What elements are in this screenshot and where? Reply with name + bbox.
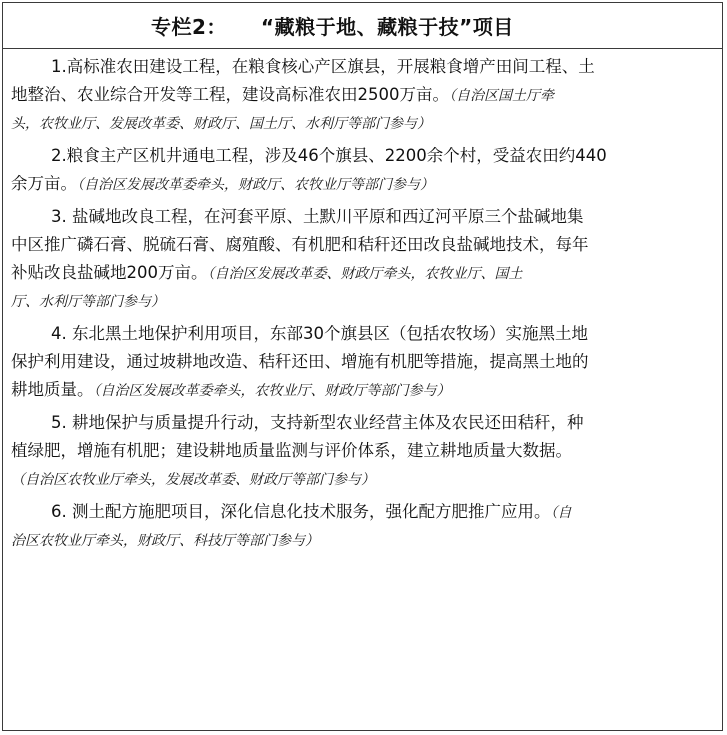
text-line — [11, 348, 714, 376]
text-line — [11, 437, 714, 465]
body-text: 保护利用建设，通过坡耕地改造、秸秆还田、增施有机肥等措施，提高黑土地的 — [11, 352, 589, 371]
text-line — [11, 170, 714, 198]
text-line — [11, 109, 714, 137]
text-line — [11, 259, 714, 287]
responsibility-note: （自治区农牧业厅牵头，发展改革委、财政厅等部门参与） — [11, 472, 375, 488]
body-text: 5. 耕地保护与质量提升行动，支持新型农业经营主体及农民还田秸秆，种 — [51, 413, 584, 432]
text-line — [11, 376, 714, 404]
body-text: 植绿肥，增施有机肥；建设耕地质量监测与评价体系，建立耕地质量大数据。 — [11, 441, 572, 460]
project-item — [11, 409, 714, 493]
text-line — [11, 287, 714, 315]
project-item — [11, 53, 714, 137]
text-line — [11, 81, 714, 109]
body-text: 6. 测土配方施肥项目，深化信息化技术服务，强化配方肥推广应用。 — [51, 502, 551, 521]
body-text: 耕地质量。 — [11, 380, 94, 399]
text-line — [11, 526, 714, 554]
body-text: 2.粮食主产区机井通电工程，涉及46个旗县、2200余个村，受益农田约440 — [51, 146, 607, 165]
body-text: 地整治、农业综合开发等工程，建设高标准农田2500万亩。 — [11, 85, 449, 104]
body-text: 补贴改良盐碱地200万亩。 — [11, 263, 208, 282]
body-text: 4. 东北黑土地保护利用项目，东部30个旗县区（包括农牧场）实施黑土地 — [51, 324, 588, 343]
text-line — [11, 203, 714, 231]
responsibility-note: （自治区国土厅牵 — [449, 88, 554, 104]
project-list — [3, 49, 722, 554]
body-text: 1.高标准农田建设工程，在粮食核心产区旗县，开展粮食增产田间工程、土 — [51, 57, 595, 76]
responsibility-note: （自 — [550, 505, 572, 521]
text-line — [11, 142, 714, 170]
body-text: 3. 盐碱地改良工程，在河套平原、土默川平原和西辽河平原三个盐碱地集 — [51, 207, 584, 226]
column-label: 专栏2： — [151, 15, 227, 39]
text-line — [11, 409, 714, 437]
column-header — [3, 3, 722, 49]
body-text: 中区推广磷石膏、脱硫石膏、腐殖酸、有机肥和秸秆还田改良盐碱地技术，每年 — [11, 235, 589, 254]
text-line — [11, 498, 714, 526]
column-box — [2, 2, 723, 731]
body-text: 余万亩。 — [11, 174, 77, 193]
responsibility-note: （自治区发展改革委、财政厅牵头，农牧业厅、国土 — [207, 266, 523, 282]
responsibility-note: 头，农牧业厅、发展改革委、财政厅、国土厅、水利厅等部门参与） — [11, 116, 431, 132]
text-line — [11, 53, 714, 81]
responsibility-note: （自治区发展改革委牵头，农牧业厅、财政厅等部门参与） — [93, 383, 451, 399]
project-item — [11, 498, 714, 554]
project-item — [11, 320, 714, 404]
text-line — [11, 231, 714, 259]
project-item — [11, 142, 714, 198]
responsibility-note: （自治区发展改革委牵头，财政厅、农牧业厅等部门参与） — [77, 177, 434, 193]
text-line — [11, 465, 714, 493]
responsibility-note: 厅、水利厅等部门参与） — [11, 294, 165, 310]
responsibility-note: 治区农牧业厅牵头，财政厅、科技厅等部门参与） — [11, 533, 319, 549]
project-item — [11, 203, 714, 315]
text-line — [11, 320, 714, 348]
column-title: “藏粮于地、藏粮于技”项目 — [260, 15, 514, 39]
